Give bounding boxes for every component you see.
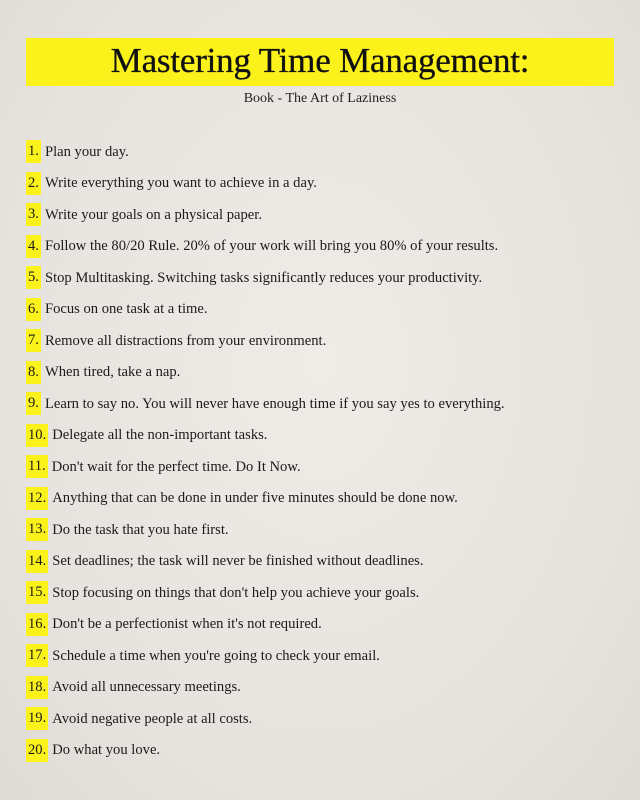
list-item bbox=[26, 672, 630, 704]
item-number: 12. bbox=[26, 487, 48, 510]
item-text: Do the task that you hate first. bbox=[52, 521, 229, 538]
list-item bbox=[26, 231, 630, 263]
item-text: Learn to say no. You will never have enough time if you say yes to everything. bbox=[44, 395, 505, 412]
item-number: 13. bbox=[26, 518, 48, 541]
list-item bbox=[26, 168, 630, 200]
item-text: Stop focusing on things that don't help you achieve your goals. bbox=[52, 584, 420, 601]
list-item bbox=[26, 136, 630, 168]
item-text: Don't wait for the perfect time. Do It Now. bbox=[51, 458, 301, 475]
list-item bbox=[26, 577, 630, 609]
item-text: Write everything you want to achieve in a day. bbox=[44, 175, 317, 192]
list-item bbox=[26, 483, 630, 515]
page-title: Mastering Time Management: bbox=[26, 38, 614, 86]
list-item bbox=[26, 262, 630, 294]
list-item bbox=[26, 735, 630, 767]
list-item bbox=[26, 325, 630, 357]
item-text: Don't be a perfectionist when it's not required. bbox=[52, 616, 322, 633]
item-text: Delegate all the non-important tasks. bbox=[52, 427, 268, 444]
item-text: Stop Multitasking. Switching tasks significantly reduces your productivity. bbox=[44, 269, 483, 286]
item-number: 2. bbox=[26, 172, 41, 195]
subtitle: Book - The Art of Laziness bbox=[243, 91, 397, 106]
item-text: Do what you love. bbox=[52, 742, 161, 759]
list-item bbox=[26, 388, 630, 420]
item-number: 18. bbox=[26, 676, 48, 699]
list-item bbox=[26, 199, 630, 231]
list-item bbox=[26, 357, 630, 389]
title-wrap bbox=[0, 38, 640, 86]
item-number: 6. bbox=[26, 298, 41, 321]
item-text: Remove all distractions from your environment. bbox=[44, 332, 327, 349]
item-number: 3. bbox=[26, 203, 41, 226]
item-number: 11. bbox=[26, 455, 48, 478]
item-text: Avoid negative people at all costs. bbox=[52, 710, 253, 727]
item-number: 8. bbox=[26, 361, 41, 384]
list-item bbox=[26, 546, 630, 578]
list-item bbox=[26, 640, 630, 672]
item-number: 1. bbox=[26, 140, 41, 163]
item-number: 4. bbox=[26, 235, 41, 258]
list-item bbox=[26, 703, 630, 735]
item-number: 9. bbox=[26, 392, 41, 415]
item-number: 15. bbox=[26, 581, 48, 604]
item-text: Follow the 80/20 Rule. 20% of your work will bring you 80% of your results. bbox=[44, 238, 499, 255]
item-number: 5. bbox=[26, 266, 41, 289]
item-text: Focus on one task at a time. bbox=[44, 301, 208, 318]
item-text: Plan your day. bbox=[44, 143, 129, 160]
item-text: When tired, take a nap. bbox=[44, 364, 181, 381]
item-text: Write your goals on a physical paper. bbox=[44, 206, 262, 223]
list-item bbox=[26, 514, 630, 546]
list-item bbox=[26, 451, 630, 483]
item-number: 7. bbox=[26, 329, 41, 352]
item-number: 19. bbox=[26, 707, 48, 730]
item-text: Set deadlines; the task will never be finished without deadlines. bbox=[52, 553, 424, 570]
item-number: 17. bbox=[26, 644, 48, 667]
item-text: Avoid all unnecessary meetings. bbox=[52, 679, 241, 696]
item-text: Anything that can be done in under five minutes should be done now. bbox=[52, 490, 458, 507]
list-item bbox=[26, 420, 630, 452]
list-item bbox=[26, 294, 630, 326]
item-number: 20. bbox=[26, 739, 48, 762]
tips-list bbox=[26, 136, 630, 766]
item-text: Schedule a time when you're going to check your email. bbox=[52, 647, 380, 664]
item-number: 10. bbox=[26, 424, 48, 447]
item-number: 14. bbox=[26, 550, 48, 573]
item-number: 16. bbox=[26, 613, 48, 636]
list-item bbox=[26, 609, 630, 641]
